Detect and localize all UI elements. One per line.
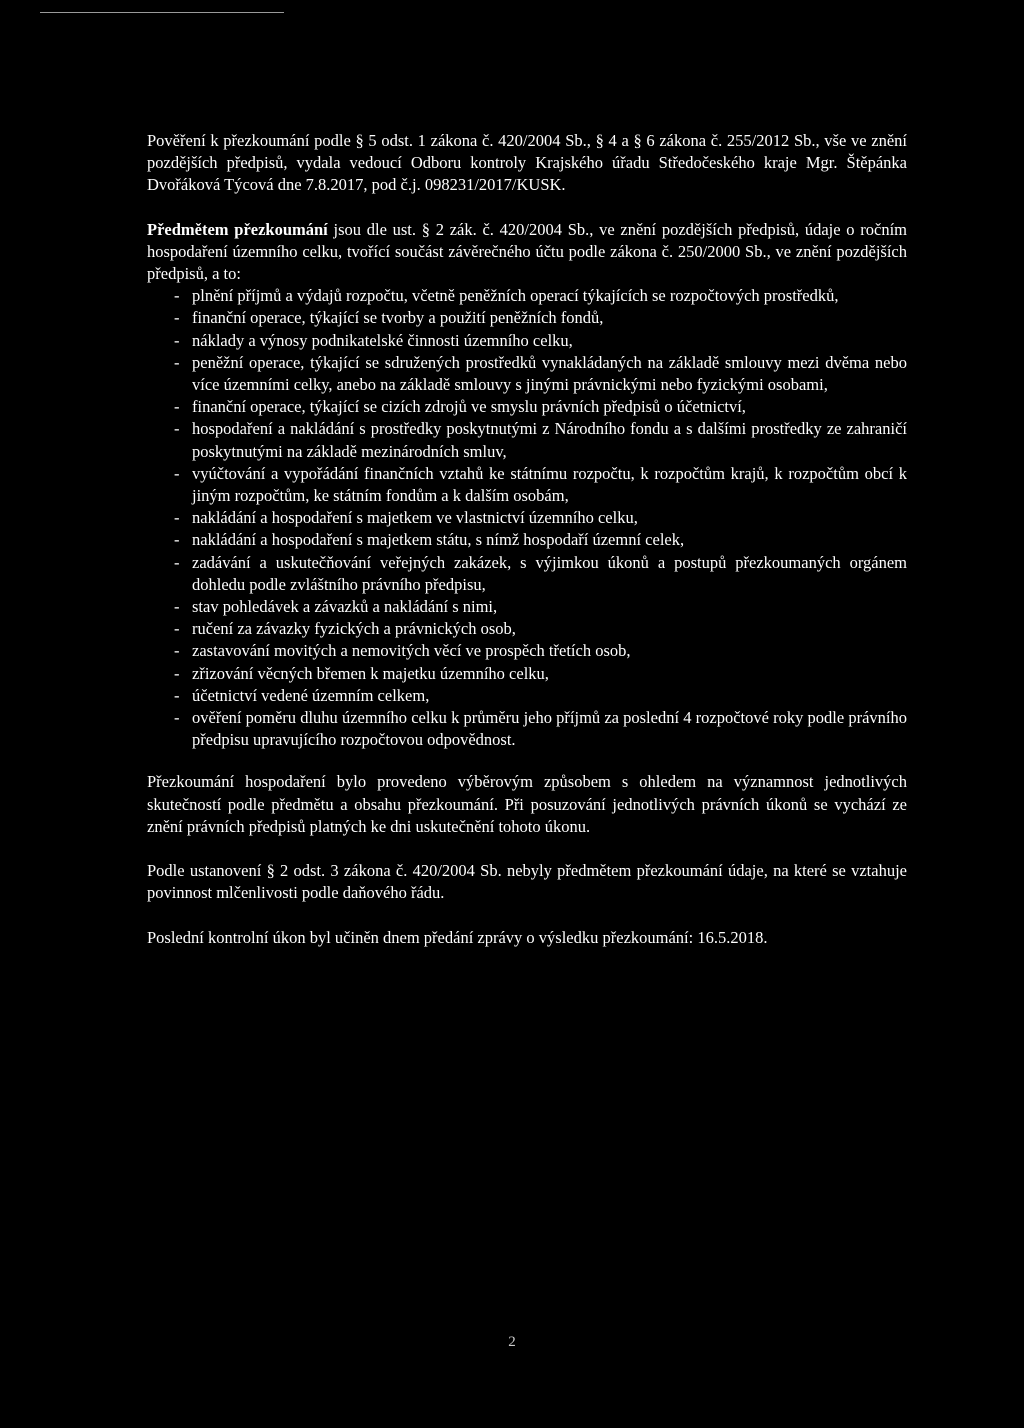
list-item-text: zřizování věcných břemen k majetku územního celku, bbox=[192, 663, 549, 683]
list-item bbox=[147, 685, 907, 707]
method-paragraph: Přezkoumání hospodaření bylo provedeno výběrovým způsobem s ohledem na významnost jednotlivých skutečností podle předmětu a obsahu přezkoumání. Při posuzování jednotlivých právních úkonů se vychází ze znění právních předpisů platných ke dni uskutečnění tohoto úkonu. bbox=[147, 772, 907, 836]
last-action-paragraph: Poslední kontrolní úkon byl učiněn dnem předání zprávy o výsledku přezkoumání: 16.5.2018. bbox=[147, 927, 768, 947]
list-item bbox=[147, 463, 907, 507]
list-dash: - bbox=[174, 308, 180, 328]
list-dash: - bbox=[174, 641, 180, 661]
subject-list bbox=[147, 285, 907, 751]
header-rule bbox=[40, 12, 284, 13]
list-item bbox=[147, 596, 907, 618]
list-item-text: ověření poměru dluhu územního celku k průměru jeho příjmů za poslední 4 rozpočtové roky podle právního předpisu upravujícího rozpočtovou odpovědnost. bbox=[192, 708, 907, 750]
list-item-text: stav pohledávek a závazků a nakládání s nimi, bbox=[192, 597, 498, 617]
list-dash: - bbox=[174, 552, 180, 572]
list-item bbox=[147, 330, 907, 352]
list-item bbox=[147, 552, 907, 596]
list-item bbox=[147, 618, 907, 640]
list-item-text: náklady a výnosy podnikatelské činnosti územního celku, bbox=[192, 330, 573, 350]
list-dash: - bbox=[174, 663, 180, 683]
list-item bbox=[147, 663, 907, 685]
list-item bbox=[147, 507, 907, 529]
list-item bbox=[147, 352, 907, 396]
list-item-text: nakládání a hospodaření s majetkem ve vlastnictví územního celku, bbox=[192, 508, 638, 528]
list-dash: - bbox=[174, 508, 180, 528]
list-item bbox=[147, 307, 907, 329]
list-item-text: vyúčtování a vypořádání finančních vztahů ke státnímu rozpočtu, k rozpočtům krajů, k rozpočtům obcí k jiným rozpočtům, ke státním fondům a k dalším osobám, bbox=[192, 463, 907, 506]
list-item-text: finanční operace, týkající se cizích zdrojů ve smyslu právních předpisů o účetnictví, bbox=[192, 397, 746, 417]
page-number: 2 bbox=[508, 1334, 516, 1350]
list-item-text: nakládání a hospodaření s majetkem státu, s nímž hospodaří územní celek, bbox=[192, 530, 685, 550]
list-item bbox=[147, 396, 907, 418]
list-dash: - bbox=[174, 352, 180, 372]
list-item bbox=[147, 707, 907, 751]
list-dash: - bbox=[174, 619, 180, 639]
list-item bbox=[147, 418, 907, 462]
list-dash: - bbox=[174, 685, 180, 705]
list-dash: - bbox=[174, 463, 180, 483]
subject-text: jsou dle ust. § 2 zák. č. 420/2004 Sb., ve znění pozdějších předpisů, údaje o ročním hospodaření územního celku, tvořící součást závěrečného účtu podle zákona č. 250/2000 Sb., ve znění pozdějších předpisů, a to: bbox=[147, 219, 907, 284]
list-item-text: plnění příjmů a výdajů rozpočtu, včetně peněžních operací týkajících se rozpočtových prostředků, bbox=[192, 286, 839, 306]
list-item-text: hospodaření a nakládání s prostředky poskytnutými z Národního fondu a s dalšími prostředky ze zahraničí poskytnutými na základě mezinárodních smluv, bbox=[192, 419, 907, 461]
confidentiality-paragraph: Podle ustanovení § 2 odst. 3 zákona č. 420/2004 Sb. nebyly předmětem přezkoumání údaje, na které se vztahuje povinnost mlčenlivosti podle daňového řádu. bbox=[147, 861, 907, 903]
list-dash: - bbox=[174, 397, 180, 417]
subject-paragraph bbox=[147, 219, 907, 286]
list-item bbox=[147, 285, 907, 307]
list-item-text: finanční operace, týkající se tvorby a použití peněžních fondů, bbox=[192, 308, 604, 328]
list-item-text: zastavování movitých a nemovitých věcí ve prospěch třetích osob, bbox=[192, 641, 631, 661]
list-dash: - bbox=[174, 419, 180, 439]
list-dash: - bbox=[174, 708, 180, 728]
list-dash: - bbox=[174, 597, 180, 617]
list-item bbox=[147, 640, 907, 662]
list-item-text: zadávání a uskutečňování veřejných zakázek, s výjimkou úkonů a postupů přezkoumaných orgánem dohledu podle zvláštního právního předpisu, bbox=[192, 552, 907, 594]
subject-label: Předmětem přezkoumání bbox=[147, 219, 328, 239]
document-body bbox=[147, 130, 907, 949]
list-item-text: účetnictví vedené územním celkem, bbox=[192, 685, 430, 705]
intro-paragraph: Pověření k přezkoumání podle § 5 odst. 1 zákona č. 420/2004 Sb., § 4 a § 6 zákona č. 255/2012 Sb., vše ve znění pozdějších předpisů, vydala vedoucí Odboru kontroly Krajského úřadu Středočeského kraje Mgr. Štěpánka Dvořáková Týcová dne 7.8.2017, pod č.j. 098231/2017/KUSK. bbox=[147, 131, 907, 195]
list-dash: - bbox=[174, 530, 180, 550]
list-item bbox=[147, 529, 907, 551]
list-item-text: peněžní operace, týkající se sdružených prostředků vynakládaných na základě smlouvy mezi dvěma nebo více územními celky, anebo na základě smlouvy s jinými právnickými nebo fyzickými osobami, bbox=[192, 352, 907, 395]
list-dash: - bbox=[174, 286, 180, 306]
list-dash: - bbox=[174, 330, 180, 350]
list-item-text: ručení za závazky fyzických a právnických osob, bbox=[192, 619, 516, 639]
